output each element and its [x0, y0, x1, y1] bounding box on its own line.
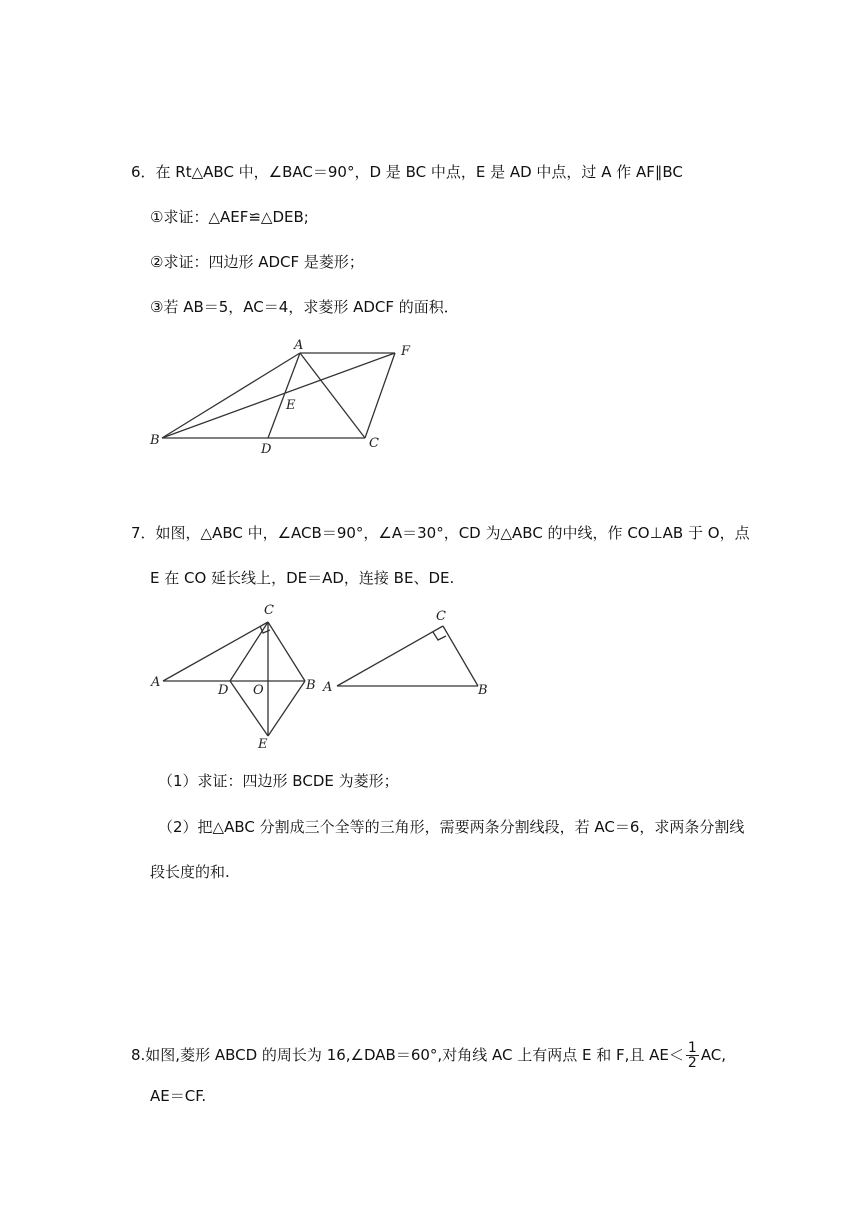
q8-frac-numerator: 1 [687, 1040, 697, 1056]
q7-stem-line2: E 在 CO 延长线上，DE＝AD，连接 BE、DE. [150, 569, 455, 587]
q8-stem-line1 [131, 1041, 726, 1070]
q6-part3: ③若 AB＝5，AC＝4，求菱形 ADCF 的面积． [150, 298, 459, 316]
q7-stem-line1: 7．如图，△ABC 中，∠ACB＝90°，∠A＝30°，CD 为△ABC 的中线，作 CO⊥AB 于 O，点 [131, 524, 750, 542]
q6-label-E: E [286, 398, 296, 413]
q6-label-F: F [401, 344, 411, 359]
q7-part2-line2: 段长度的和. [150, 863, 230, 881]
q6-stem: 6．在 Rt△ABC 中，∠BAC＝90°，D 是 BC 中点，E 是 AD 中点，过 A 作 AF∥BC [131, 163, 683, 181]
q6-label-C: C [369, 436, 379, 451]
q7-part2-line1: （2）把△ABC 分割成三个全等的三角形，需要两条分割线段，若 AC＝6，求两条分割线 [158, 818, 745, 836]
q8-frac-denominator: 2 [687, 1055, 697, 1071]
q7-fig1-label-O: O [253, 683, 264, 698]
q7-fig1-label-B: B [306, 678, 316, 693]
q6-label-A: A [294, 338, 304, 353]
q7-fig2-label-A: A [323, 680, 333, 695]
q6-part2: ②求证：四边形 ADCF 是菱形； [150, 253, 364, 271]
q8-stem-after: AC, [700, 1046, 727, 1064]
q8-fraction [686, 1041, 699, 1070]
q7-part1: （1）求证：四边形 BCDE 为菱形； [158, 772, 399, 790]
q7-fig1-label-C: C [264, 603, 274, 618]
q6-part1: ①求证：△AEF≌△DEB; [150, 208, 309, 226]
q8-stem-text: 8.如图,菱形 ABCD 的周长为 16,∠DAB＝60°,对角线 AC 上有两点 E 和 F,且 AE＜ [131, 1046, 684, 1064]
q6-label-D: D [261, 442, 272, 457]
q8-stem-line2: AE＝CF. [150, 1087, 207, 1105]
q6-label-B: B [150, 433, 160, 448]
q7-fig2-label-C: C [436, 609, 446, 624]
q7-fig1-label-A: A [151, 675, 161, 690]
q7-fig1-label-D: D [218, 683, 229, 698]
q7-fig2-label-B: B [478, 683, 488, 698]
q7-fig1-label-E: E [258, 737, 268, 752]
